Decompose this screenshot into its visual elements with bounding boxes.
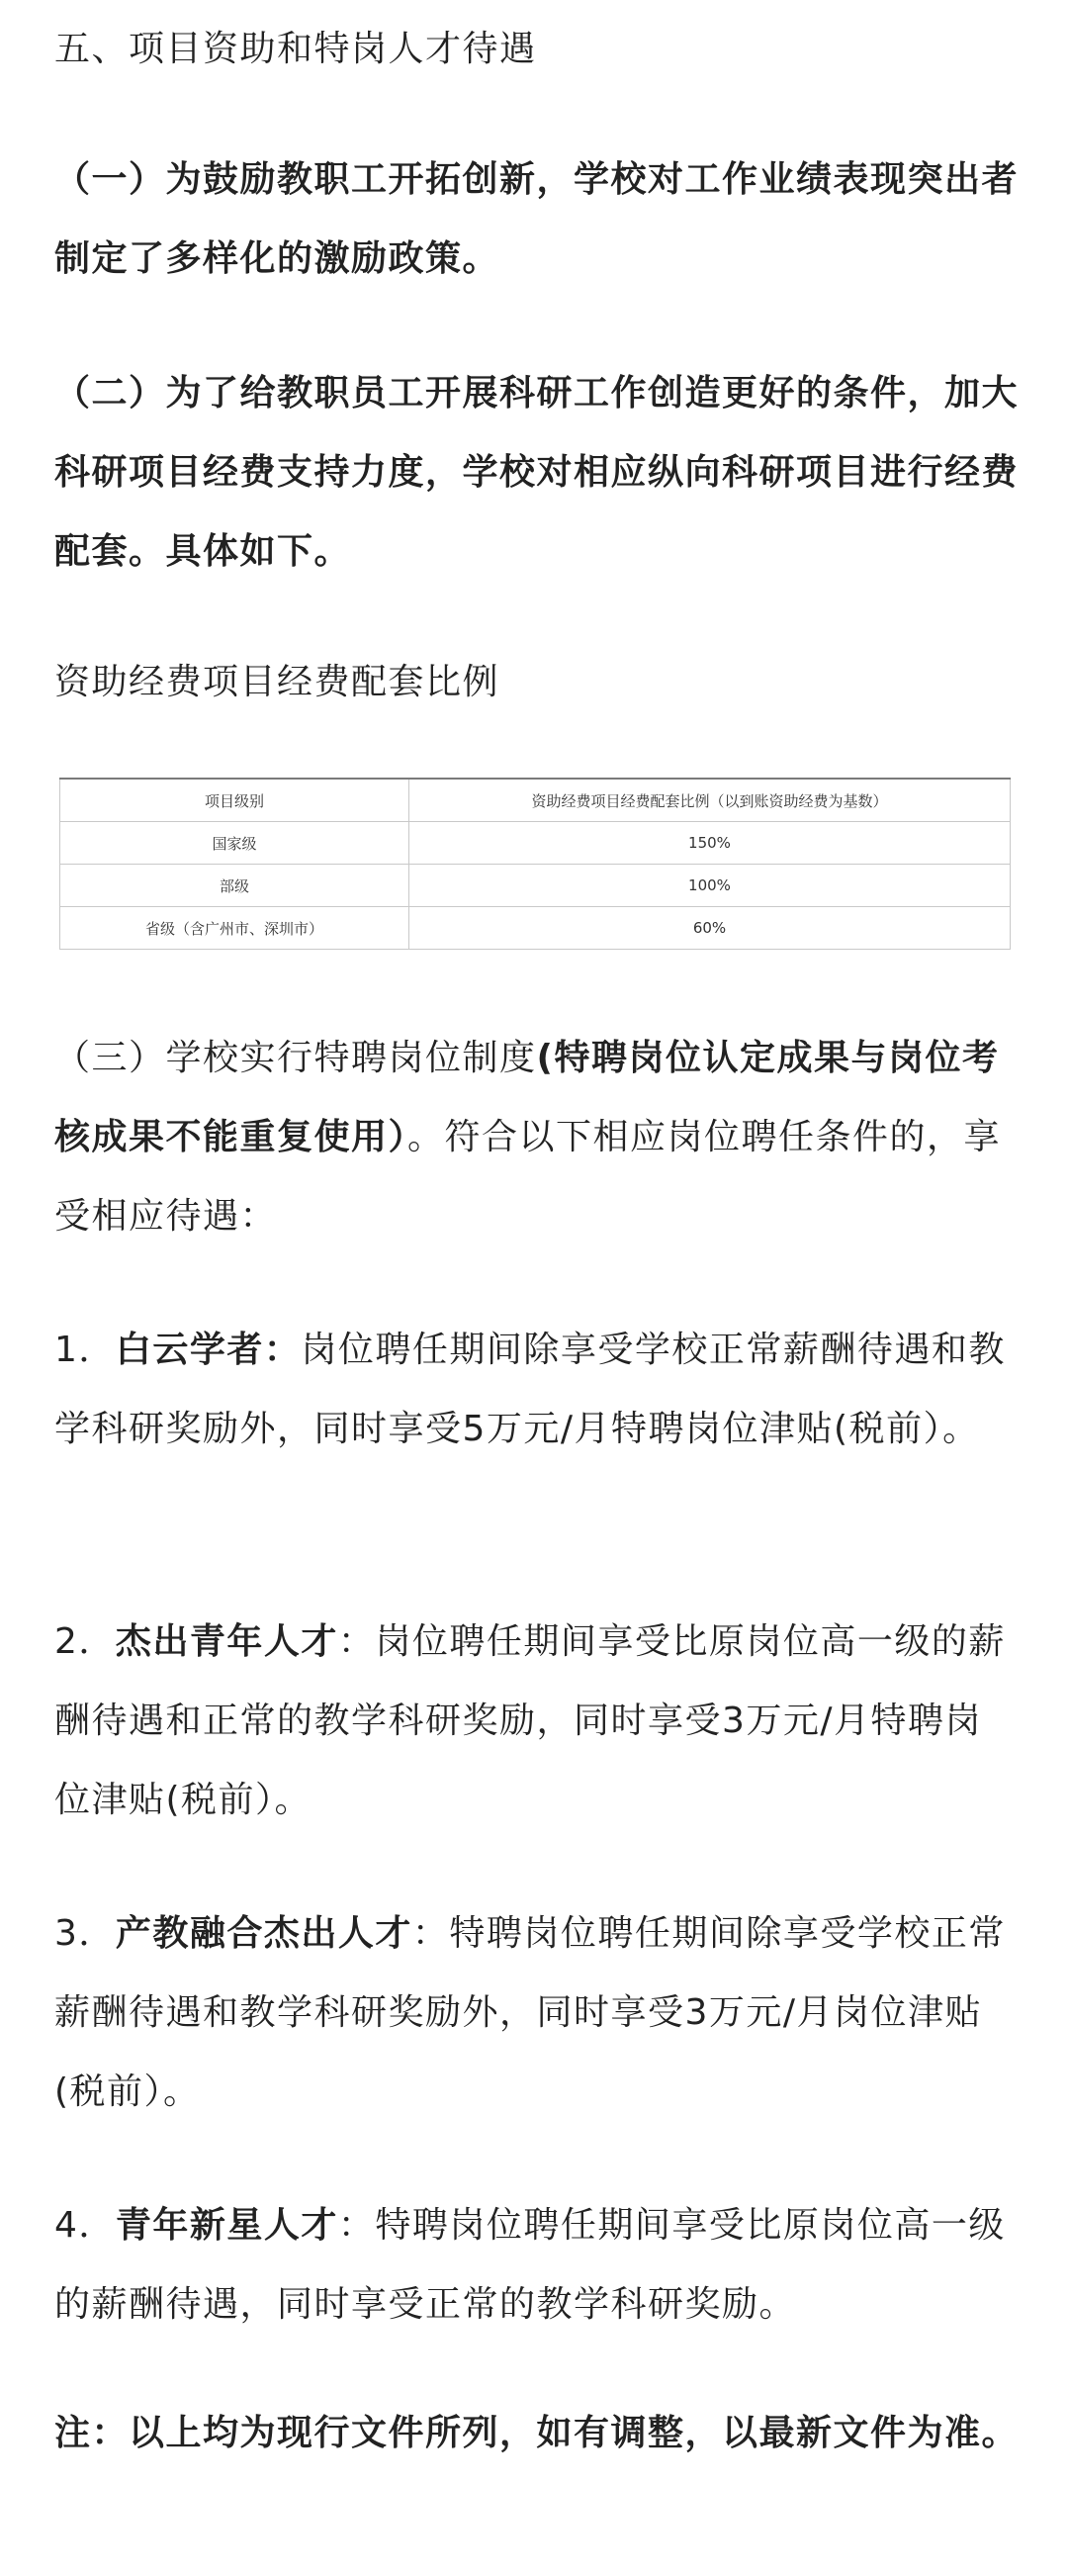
table-cell-ratio: 60% bbox=[409, 907, 1011, 950]
special-post-prefix: （三）学校实行特聘岗位制度 bbox=[54, 1038, 537, 1078]
list-item-text: ：特聘岗位聘任期间除享受学校正常薪酬待遇和教学科研奖励外，同时享受3万元/月岗位津贴(税前）。 bbox=[54, 1913, 1006, 2112]
table-cell-ratio: 150% bbox=[409, 822, 1011, 865]
list-item-text: 岗位聘任期间除享受学校正常薪酬待遇和教学科研奖励外，同时享受5万元/月特聘岗位津贴(税前）。 bbox=[54, 1330, 1006, 1449]
special-post-bold-note: (特聘岗位认定成果与岗位考核成果不能重复使用） bbox=[54, 1038, 1000, 1157]
list-item-title: 青年新星人才 bbox=[115, 2205, 338, 2246]
funding-ratio-table bbox=[59, 778, 1011, 950]
table-cell-level: 国家级 bbox=[60, 822, 409, 865]
list-item-text: ：特聘岗位聘任期间享受比原岗位高一级的薪酬待遇，同时享受正常的教学科研奖励。 bbox=[54, 2205, 1006, 2325]
list-item-industry-education bbox=[54, 1894, 1019, 2132]
list-item-number: 1． bbox=[54, 1330, 116, 1370]
paragraph-research-funding: （二）为了给教职员工开展科研工作创造更好的条件，加大科研项目经费支持力度，学校对相应纵向科研项目进行经费配套。具体如下。 bbox=[54, 373, 1020, 572]
funding-ratio-table-wrapper bbox=[59, 778, 1011, 950]
table-cell-level: 省级（含广州市、深圳市） bbox=[60, 907, 409, 950]
table-row bbox=[60, 907, 1011, 950]
list-item-number: 3． bbox=[54, 1913, 116, 1954]
list-item-young-star bbox=[54, 2186, 1019, 2345]
list-item-title: 产教融合杰出人才 bbox=[115, 1913, 412, 1954]
paragraph-special-post-system bbox=[54, 1019, 1019, 1256]
paragraph-incentive-policy: （一）为鼓励教职工开拓创新，学校对工作业绩表现突出者制定了多样化的激励政策。 bbox=[54, 159, 1020, 279]
list-item-title: 杰出青年人才 bbox=[115, 1621, 338, 1662]
list-item-baiyun-scholar bbox=[54, 1311, 1019, 1469]
section-heading: 五、项目资助和特岗人才待遇 bbox=[54, 29, 537, 69]
list-item-outstanding-youth bbox=[54, 1603, 1019, 1840]
table-header-cell: 资助经费项目经费配套比例（以到账资助经费为基数） bbox=[409, 779, 1011, 822]
list-item-number: 4． bbox=[54, 2205, 116, 2246]
table-row bbox=[60, 822, 1011, 865]
table-cell-ratio: 100% bbox=[409, 865, 1011, 907]
table-header-cell: 项目级别 bbox=[60, 779, 409, 822]
table-cell-level: 部级 bbox=[60, 865, 409, 907]
list-item-number: 2． bbox=[54, 1621, 116, 1662]
list-item-title: 白云学者： bbox=[115, 1330, 302, 1370]
special-post-suffix: 。符合以下相应岗位聘任条件的，享受相应待遇： bbox=[54, 1117, 1002, 1237]
list-item-text: ：岗位聘任期间享受比原岗位高一级的薪酬待遇和正常的教学科研奖励，同时享受3万元/月特聘岗位津贴(税前）。 bbox=[54, 1621, 1006, 1820]
table-caption: 资助经费项目经费配套比例 bbox=[54, 662, 500, 702]
table-header-row bbox=[60, 779, 1011, 822]
footnote: 注：以上均为现行文件所列，如有调整，以最新文件为准。 bbox=[54, 2413, 1020, 2453]
table-row bbox=[60, 865, 1011, 907]
